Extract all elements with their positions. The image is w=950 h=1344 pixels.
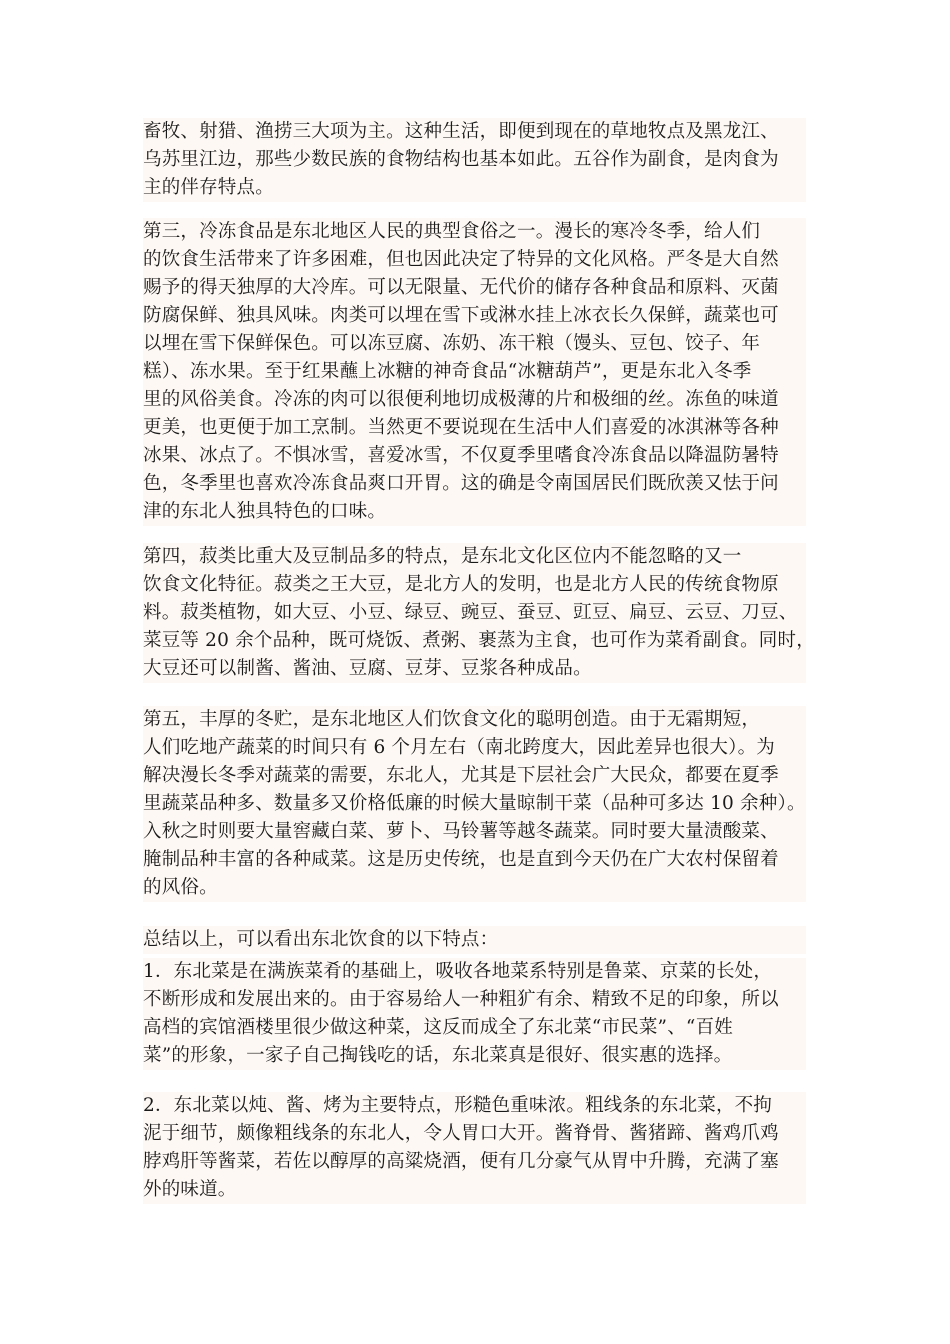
paragraph-winter-storage bbox=[143, 706, 806, 902]
text-line: 冰果、冰点了。不惧冰雪，喜爱冰雪，不仅夏季里嗜食冷冻食品以降温防暑特 bbox=[143, 445, 779, 466]
text-line: 不断形成和发展出来的。由于容易给人一种粗犷有余、精致不足的印象，所以 bbox=[143, 989, 779, 1010]
text-line: 料。菽类植物，如大豆、小豆、绿豆、豌豆、蚕豆、豇豆、扁豆、云豆、刀豆、 bbox=[143, 602, 798, 623]
text-line: 色，冬季里也喜欢冷冻食品爽口开胃。这的确是令南国居民们既欣羡又怯于问 bbox=[143, 473, 779, 494]
paragraph-legumes bbox=[143, 543, 815, 683]
paragraph-point-1 bbox=[143, 958, 806, 1070]
text-line: 乌苏里江边，那些少数民族的食物结构也基本如此。五谷作为副食，是肉食为 bbox=[143, 149, 779, 170]
text-line: 以埋在雪下保鲜保色。可以冻豆腐、冻奶、冻干粮（馒头、豆包、饺子、年 bbox=[143, 333, 761, 354]
paragraph-point-2 bbox=[143, 1092, 806, 1204]
text-line: 人们吃地产蔬菜的时间只有 6 个月左右（南北跨度大，因此差异也很大）。为 bbox=[143, 737, 775, 758]
text-line: 高档的宾馆酒楼里很少做这种菜，这反而成全了东北菜“市民菜”、“百姓 bbox=[143, 1017, 733, 1038]
paragraph-frozen-food bbox=[143, 218, 806, 526]
text-line: 里蔬菜品种多、数量多又价格低廉的时候大量晾制干菜（品种可多达 10 余种）。 bbox=[143, 793, 806, 814]
text-line: 的风俗。 bbox=[143, 877, 218, 898]
text-line: 2．东北菜以炖、酱、烤为主要特点，形糙色重味浓。粗线条的东北菜，不拘 bbox=[143, 1095, 773, 1116]
text-line: 泥于细节，颇像粗线条的东北人，令人胃口大开。酱脊骨、酱猪蹄、酱鸡爪鸡 bbox=[143, 1123, 779, 1144]
text-line: 饮食文化特征。菽类之王大豆，是北方人的发明，也是北方人民的传统食物原 bbox=[143, 574, 779, 595]
text-line: 入秋之时则要大量窖藏白菜、萝卜、马铃薯等越冬蔬菜。同时要大量渍酸菜、 bbox=[143, 821, 779, 842]
text-line: 糕）、冻水果。至于红果蘸上冰糖的神奇食品“冰糖葫芦”，更是东北入冬季 bbox=[143, 361, 752, 382]
text-line: 1．东北菜是在满族菜肴的基础上，吸收各地菜系特别是鲁菜、京菜的长处， bbox=[143, 961, 773, 982]
text-line: 的饮食生活带来了许多困难，但也因此决定了特异的文化风格。严冬是大自然 bbox=[143, 249, 779, 270]
text-line: 防腐保鲜、独具风味。肉类可以埋在雪下或淋水挂上冰衣长久保鲜，蔬菜也可 bbox=[143, 305, 779, 326]
text-line: 大豆还可以制酱、酱油、豆腐、豆芽、豆浆各种成品。 bbox=[143, 658, 592, 679]
text-line: 外的味道。 bbox=[143, 1179, 237, 1200]
text-line: 总结以上，可以看出东北饮食的以下特点： bbox=[143, 929, 499, 950]
text-line: 脖鸡肝等酱菜，若佐以醇厚的高粱烧酒，便有几分豪气从胃中升腾，充满了塞 bbox=[143, 1151, 779, 1172]
text-line: 菜豆等 20 余个品种，既可烧饭、煮粥、裹蒸为主食，也可作为菜肴副食。同时， bbox=[143, 630, 815, 651]
text-line: 第三，冷冻食品是东北地区人民的典型食俗之一。漫长的寒冷冬季，给人们 bbox=[143, 221, 761, 242]
text-line: 畜牧、射猎、渔捞三大项为主。这种生活，即便到现在的草地牧点及黑龙江、 bbox=[143, 121, 779, 142]
text-line: 赐予的得天独厚的大冷库。可以无限量、无代价的储存各种食品和原料、灭菌 bbox=[143, 277, 779, 298]
text-line: 第五，丰厚的冬贮，是东北地区人们饮食文化的聪明创造。由于无霜期短， bbox=[143, 709, 761, 730]
paragraph-summary-intro bbox=[143, 926, 806, 954]
text-line: 主的伴存特点。 bbox=[143, 177, 274, 198]
text-line: 腌制品种丰富的各种咸菜。这是历史传统，也是直到今天仍在广大农村保留着 bbox=[143, 849, 779, 870]
paragraph-diet-structure bbox=[143, 118, 806, 202]
text-line: 津的东北人独具特色的口味。 bbox=[143, 501, 387, 522]
text-line: 第四，菽类比重大及豆制品多的特点，是东北文化区位内不能忽略的又一 bbox=[143, 546, 742, 567]
text-line: 更美，也更便于加工烹制。当然更不要说现在生活中人们喜爱的冰淇淋等各种 bbox=[143, 417, 779, 438]
text-line: 解决漫长冬季对蔬菜的需要，东北人，尤其是下层社会广大民众，都要在夏季 bbox=[143, 765, 779, 786]
text-line: 里的风俗美食。冷冻的肉可以很便利地切成极薄的片和极细的丝。冻鱼的味道 bbox=[143, 389, 779, 410]
text-line: 菜”的形象，一家子自己掏钱吃的话，东北菜真是很好、很实惠的选择。 bbox=[143, 1045, 733, 1066]
